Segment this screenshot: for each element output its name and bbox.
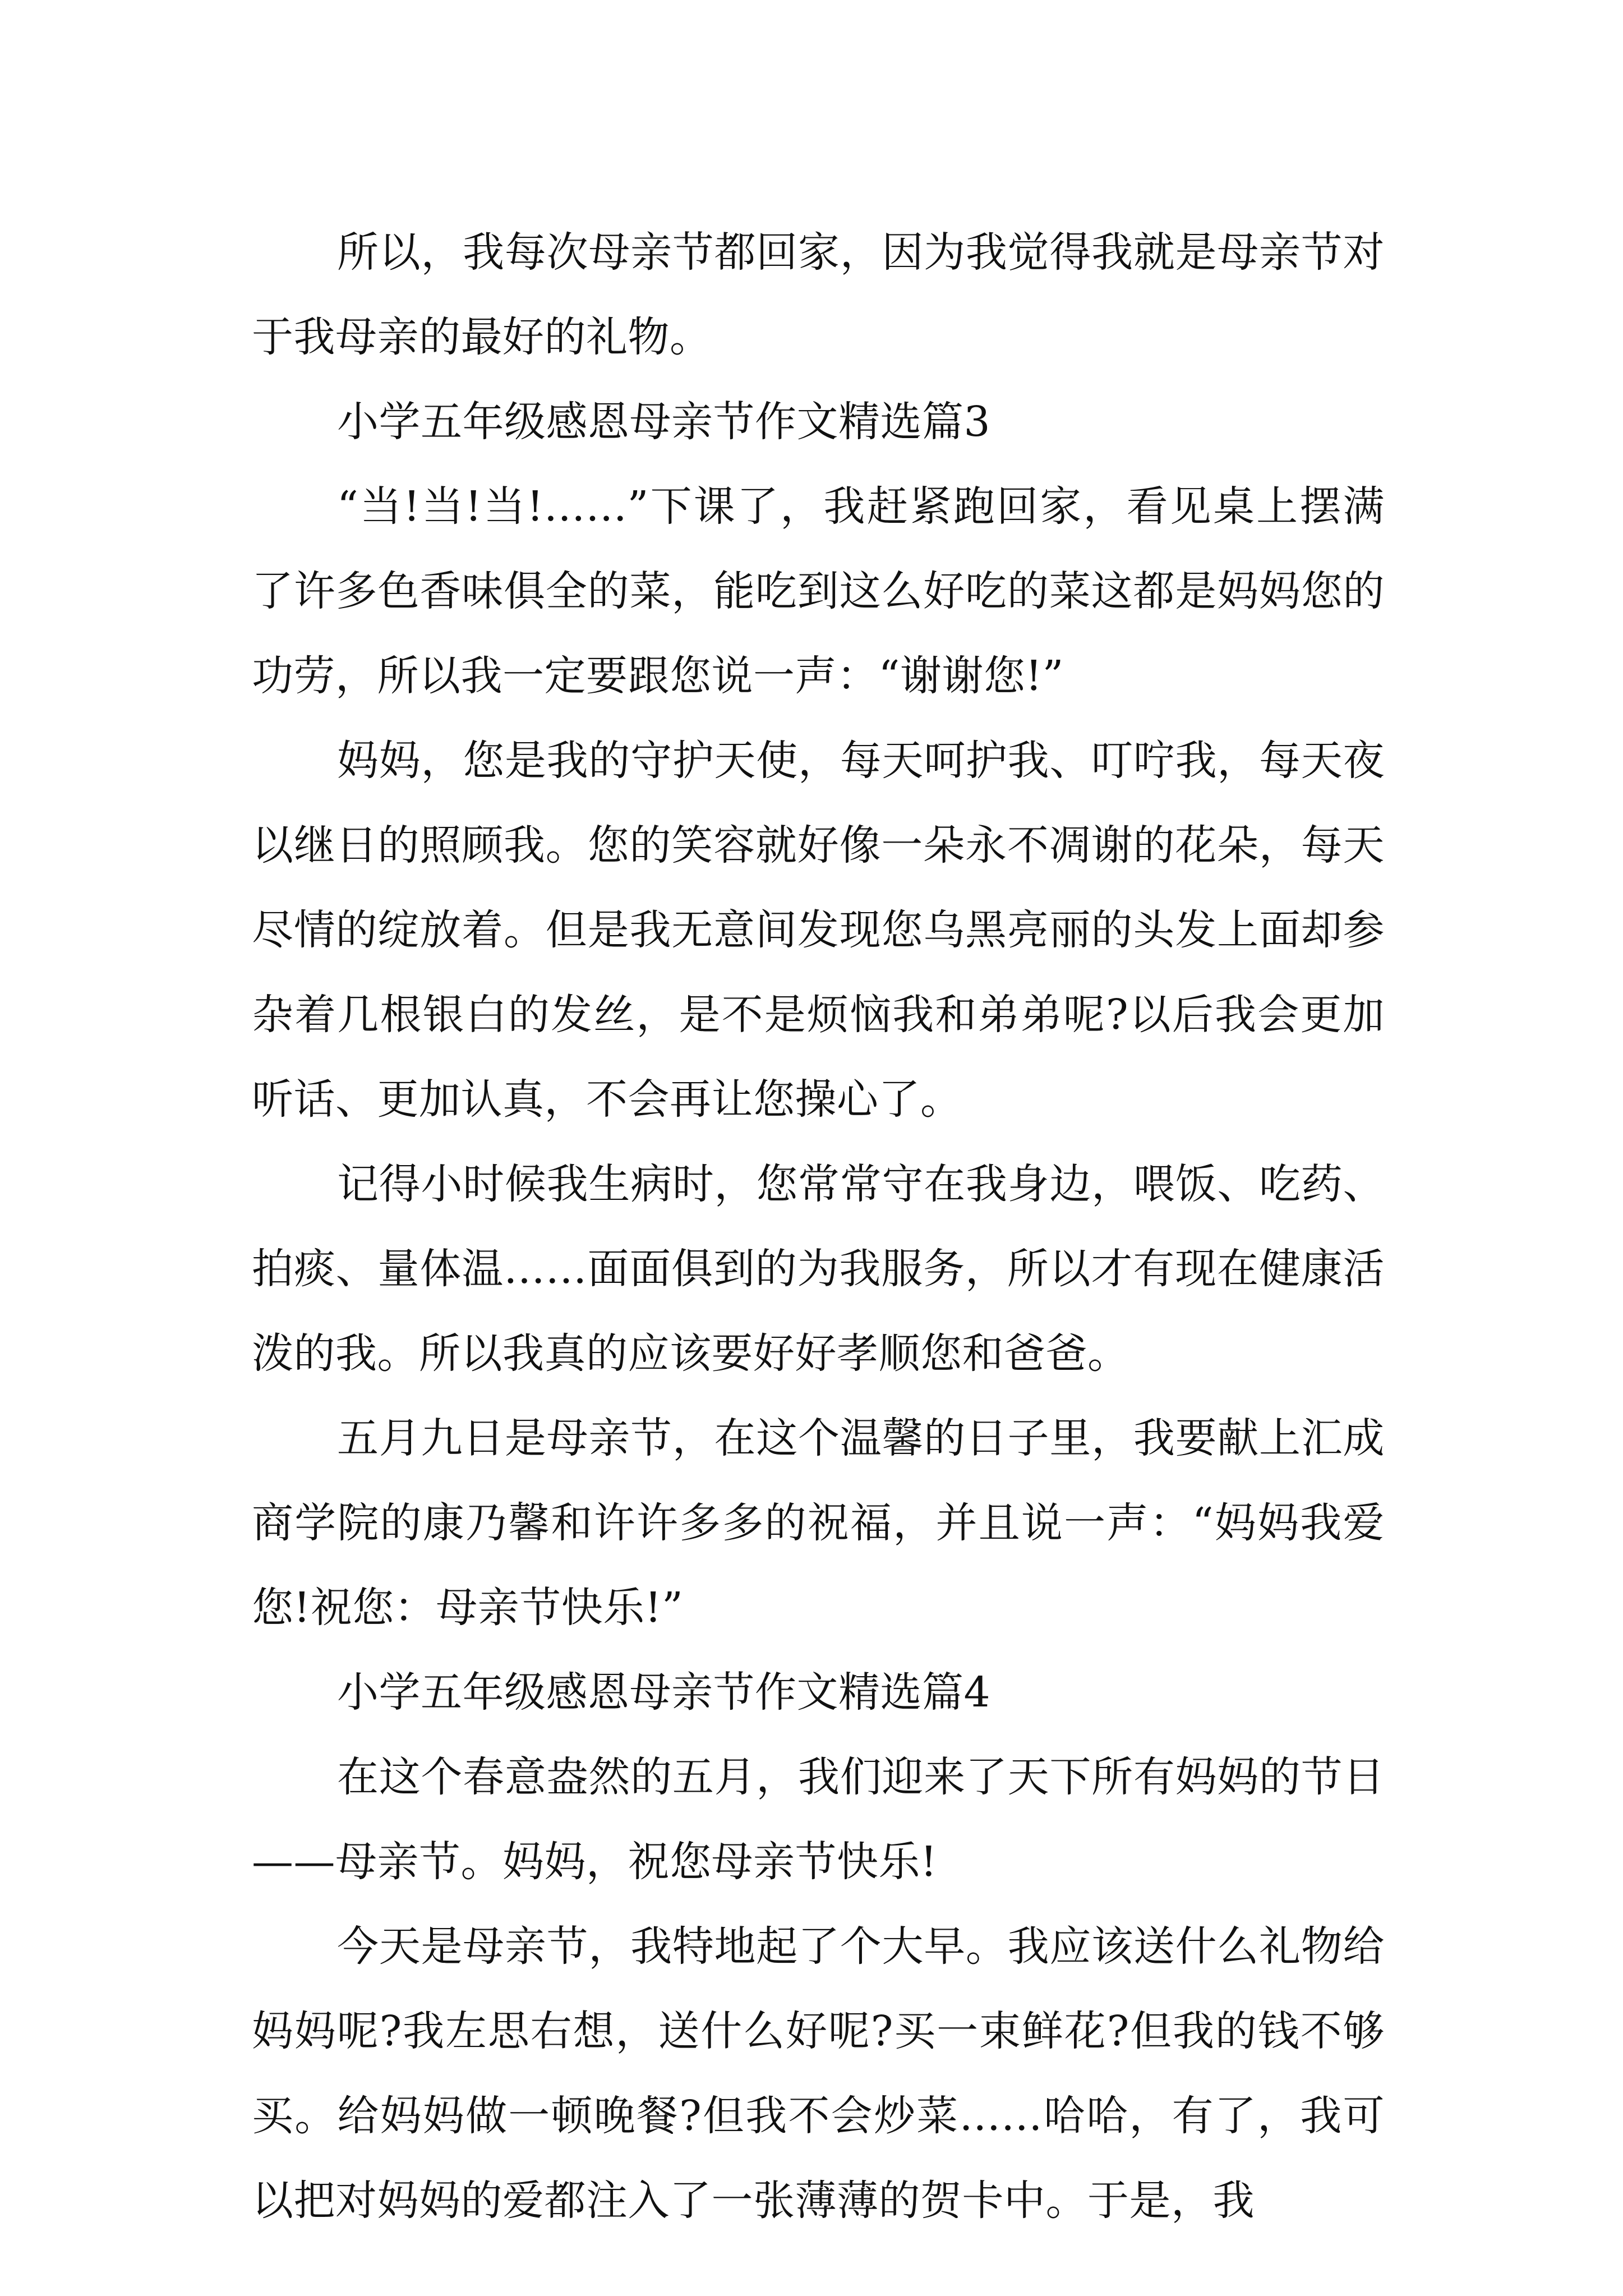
paragraph-gift-idea: 今天是母亲节，我特地起了个大早。我应该送什么礼物给妈妈呢?我左思右想，送什么好呢?买一束鲜花?但我的钱不够买。给妈妈做一顿晚餐?但我不会炒菜……哈哈，有了，我可以把对妈妈的爱都注入了一张薄薄的贺卡中。于是，我 (252, 1922, 1385, 2225)
paragraph-spring-may: 在这个春意盎然的五月，我们迎来了天下所有妈妈的节日——母亲节。妈妈，祝您母亲节快乐! (252, 1753, 1385, 1886)
paragraph-gift-closing: 所以，我每次母亲节都回家，因为我觉得我就是母亲节对于我母亲的最好的礼物。 (252, 228, 1385, 361)
paragraph-guardian-angel: 妈妈，您是我的守护天使，每天呵护我、叮咛我，每天夜以继日的照顾我。您的笑容就好像一朵永不凋谢的花朵，每天尽情的绽放着。但是我无意间发现您乌黑亮丽的头发上面却参杂着几根银白的发丝，是不是烦恼我和弟弟呢?以后我会更加听话、更加认真，不会再让您操心了。 (252, 737, 1385, 1124)
paragraph-after-class: “当!当!当!……”下课了，我赶紧跑回家，看见桌上摆满了许多色香味俱全的菜，能吃到这么好吃的菜这都是妈妈您的功劳，所以我一定要跟您说一声：“谢谢您!” (252, 482, 1385, 700)
section-heading-3: 小学五年级感恩母亲节作文精选篇3 (337, 398, 991, 446)
paragraph-childhood-illness: 记得小时候我生病时，您常常守在我身边，喂饭、吃药、拍痰、量体温……面面俱到的为我服务，所以才有现在健康活泼的我。所以我真的应该要好好孝顺您和爸爸。 (252, 1160, 1385, 1378)
paragraph-may-ninth: 五月九日是母亲节，在这个温馨的日子里，我要献上汇成商学院的康乃馨和许许多多的祝福，并且说一声：“妈妈我爱您!祝您：母亲节快乐!” (252, 1414, 1385, 1632)
section-heading-4: 小学五年级感恩母亲节作文精选篇4 (337, 1668, 991, 1717)
document-body (252, 210, 1385, 2243)
